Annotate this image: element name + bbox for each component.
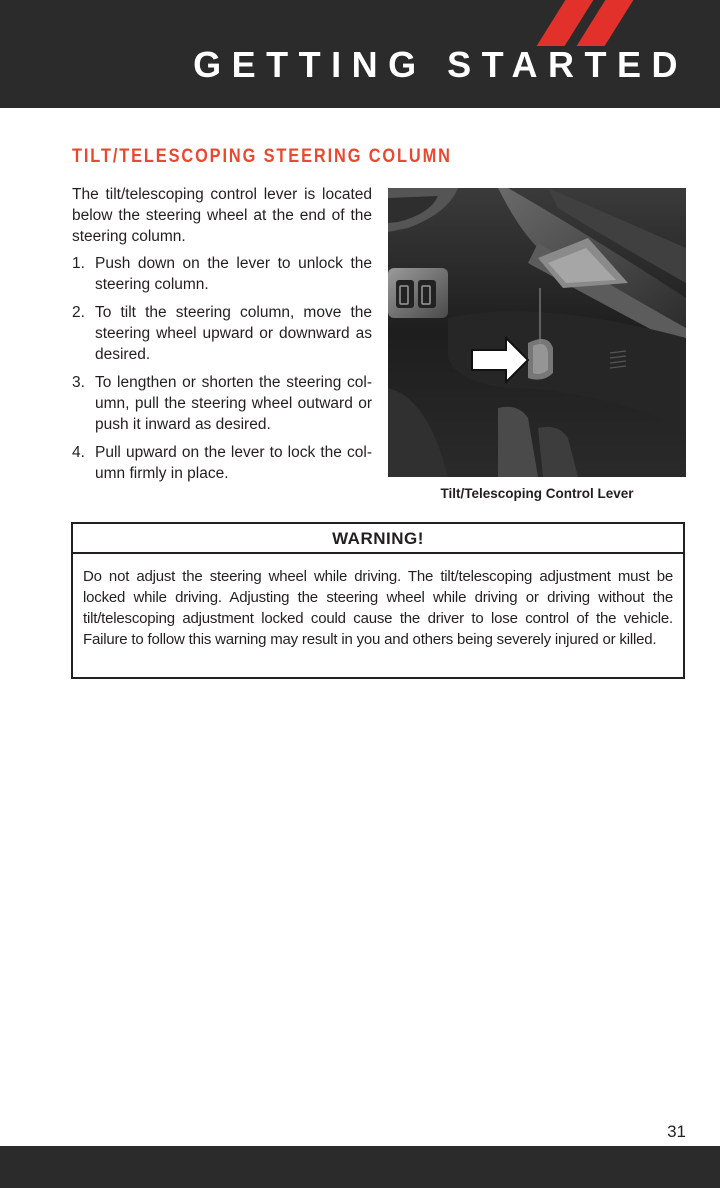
step-text: Pull upward on the lever to lock the col-umn firmly in place. [95, 444, 372, 482]
list-item [72, 302, 372, 365]
warning-heading: WARNING! [73, 524, 683, 554]
step-number: 3. [72, 374, 85, 391]
instructions-column [72, 184, 372, 491]
step-number: 4. [72, 444, 85, 461]
figure-caption: Tilt/Telescoping Control Lever [440, 486, 634, 501]
control-lever-photo [388, 188, 686, 477]
step-text: Push down on the lever to unlock the steering column. [95, 255, 372, 293]
page-header [0, 0, 720, 108]
steering-column-illustration [388, 188, 686, 477]
list-item [72, 372, 372, 435]
list-item [72, 442, 372, 484]
warning-text: Do not adjust the steering wheel while driving. The tilt/telescoping adjustment must be locked while driving. Adjusting the steering wheel while driving or driving without the tilt/telescoping adjustment locked could cause the driver to lose control of the vehicle. Failure to follow this warning may result in you and others being severely injured or killed. [83, 568, 673, 648]
steps-list [72, 253, 372, 484]
step-text: To lengthen or shorten the steering col-umn, pull the steering wheel outward or push it inward as desired. [95, 374, 372, 433]
step-text: To tilt the steering column, move the steering wheel upward or downward as desired. [95, 304, 372, 363]
intro-paragraph: The tilt/telescoping control lever is located below the steering wheel at the end of the steering column. [72, 186, 372, 245]
page-number: 31 [667, 1122, 686, 1141]
step-number: 2. [72, 304, 85, 321]
page-footer [0, 1146, 720, 1188]
step-number: 1. [72, 255, 85, 272]
list-item [72, 253, 372, 295]
section-title: TILT/TELESCOPING STEERING COLUMN [72, 146, 452, 167]
chapter-title: GETTING STARTED [193, 44, 688, 85]
warning-box [71, 522, 685, 679]
